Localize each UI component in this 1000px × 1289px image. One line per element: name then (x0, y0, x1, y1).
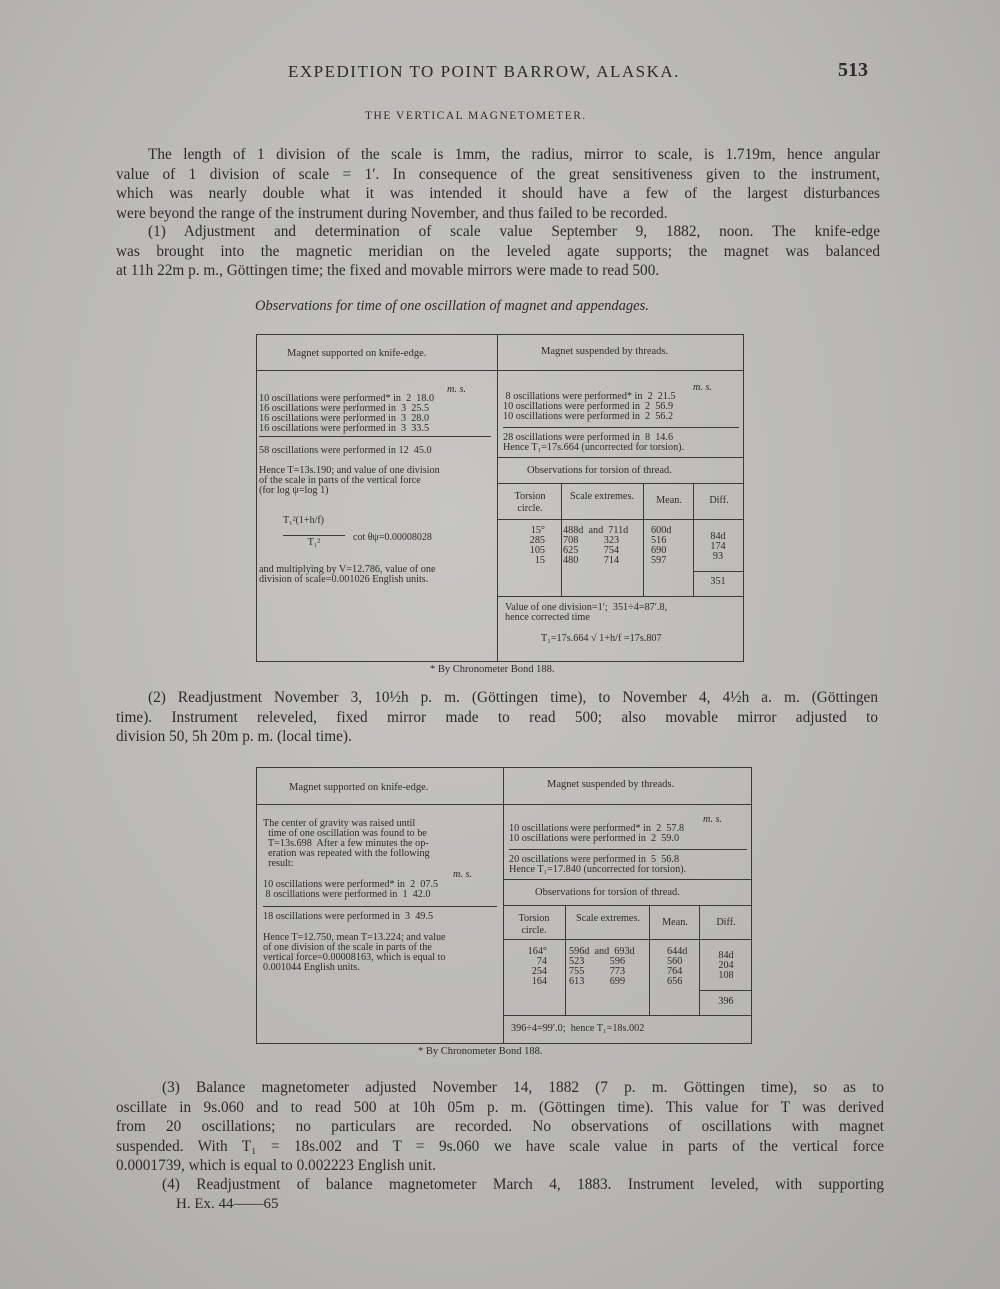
torsion-circle-value: 105 (529, 545, 545, 556)
diff-value: 204 (718, 960, 734, 971)
torsion-header-mean: Mean. (656, 495, 682, 506)
note-line: Hence T=13s.190; and value of one division (259, 465, 440, 476)
corrected-formula: T₁=17s.664 √ 1+h/f =17s.807 (541, 633, 662, 644)
table-rule (497, 596, 743, 597)
observation-row: 10 oscillations were performed* in 2 18.0 (259, 393, 435, 404)
diff-total: 351 (710, 576, 726, 587)
observation-row: 10 oscillations were performed* in 2 07.5 (263, 879, 439, 890)
torsion-title: Observations for torsion of thread. (527, 465, 672, 476)
scale-extremes-value: 755 773 (569, 966, 626, 977)
mean-value: 516 (651, 535, 667, 546)
note-line: vertical force=0.00008163, which is equal to (263, 952, 446, 963)
table-divider (497, 335, 498, 661)
observation-row: 8 oscillations were performed in 1 42.0 (263, 889, 431, 900)
units-label: m. s. (453, 869, 472, 880)
observation-total: 28 oscillations were performed in 8 14.6 (503, 432, 674, 443)
table-rule (503, 1015, 751, 1016)
text-line: time). Instrument releveled, fixed mirror made to read 500; also movable mirror adjusted to (116, 708, 878, 726)
text-line: The length of 1 division of the scale is 1mm, the radius, mirror to scale, is 1.719m, hence angular (148, 146, 880, 163)
table-rule (503, 905, 751, 906)
note-line: of the scale in parts of the vertical force (259, 475, 421, 486)
torsion-header-extremes: Scale extremes. (576, 913, 640, 924)
torsion-circle-value: 74 (536, 956, 547, 967)
diff-total: 396 (718, 996, 734, 1007)
torsion-header-diff: Diff. (709, 495, 729, 506)
text-line: was brought into the magnetic meridian on the leveled agate supports; the magnet was balanced (116, 242, 880, 260)
diff-value: 84d (710, 531, 726, 542)
torsion-title: Observations for torsion of thread. (535, 887, 680, 898)
observation-row: 10 oscillations were performed in 2 56.9 (503, 401, 674, 412)
text-line: which was nearly double what it was intended it should have a few of the largest disturbances (116, 185, 880, 202)
note-line: of one division of the scale in parts of the (263, 942, 432, 953)
column-rule (561, 483, 562, 596)
formula-result: cot θψ=0.00008028 (353, 532, 432, 543)
text-line: suspended. With T₁ = 18s.002 and T = 9s.060 we have scale value in parts of the vertical force (116, 1137, 884, 1155)
torsion-circle-value: 164 (531, 976, 547, 987)
corrected-time-line: 396÷4=99′.0; hence T₁=18s.002 (511, 1023, 645, 1034)
observation-row: 10 oscillations were performed in 2 59.0 (509, 833, 680, 844)
torsion-circle-value: 15° (530, 525, 545, 536)
sum-rule (699, 990, 751, 991)
column-rule (649, 905, 650, 1015)
intro-paragraph (116, 145, 880, 223)
signature-mark: H. Ex. 44——65 (176, 1196, 279, 1212)
sum-rule (693, 571, 743, 572)
torsion-circle-value: 15 (534, 555, 545, 566)
mean-value: 764 (667, 966, 683, 977)
text-line: at 11h 22m p. m., Göttingen time; the fixed and movable mirrors were made to read 500. (116, 262, 660, 279)
scale-extremes-value: 488d and 711d (563, 525, 629, 536)
paragraph-1 (116, 222, 880, 281)
page-number: 513 (838, 59, 868, 81)
left-column-header: Magnet supported on knife-edge. (289, 782, 429, 793)
table-rule (497, 457, 743, 458)
table-1-footnote: * By Chronometer Bond 188. (430, 664, 555, 675)
table-rule (503, 939, 751, 940)
note-line: time of one oscillation was found to be (263, 828, 427, 839)
mean-value: 644d (667, 946, 688, 957)
observation-total: 58 oscillations were performed in 12 45.0 (259, 445, 432, 456)
mean-value: 597 (651, 555, 667, 566)
observation-total: 20 oscillations were performed in 5 56.8 (509, 854, 680, 865)
table-2-footnote: * By Chronometer Bond 188. (418, 1046, 543, 1057)
scale-extremes-value: 480 714 (563, 555, 620, 566)
note-line: 0.001044 English units. (263, 962, 360, 973)
note-line: result: (263, 858, 294, 869)
torsion-header-circle: Torsion circle. (514, 491, 546, 514)
text-line: (4) Readjustment of balance magnetometer March 4, 1883. Instrument leveled, with supporting (162, 1176, 884, 1193)
note-line: and multiplying by V=12.786, value of one (259, 564, 436, 575)
paragraph-4 (116, 1175, 884, 1195)
left-column-header: Magnet supported on knife-edge. (287, 348, 427, 359)
diff-value: 174 (710, 541, 726, 552)
sum-rule (259, 436, 491, 437)
diff-value: 93 (712, 551, 724, 562)
note-line: eration was repeated with the following (263, 848, 430, 859)
units-label: m. s. (693, 382, 712, 393)
mean-value: 656 (667, 976, 683, 987)
corrected-label: hence corrected time (505, 612, 590, 623)
table-rule (497, 483, 743, 484)
units-label: m. s. (447, 384, 466, 395)
torsion-circle-value: 164° (527, 946, 547, 957)
column-rule (699, 905, 700, 1015)
mean-value: 690 (651, 545, 667, 556)
torsion-header-circle: Torsion circle. (518, 913, 550, 936)
text-line: (3) Balance magnetometer adjusted November 14, 1882 (7 p. m. Göttingen time), so as to (162, 1079, 884, 1096)
uncorrected-time: Hence T₁=17s.664 (uncorrected for torsion). (503, 442, 685, 453)
observation-row: 16 oscillations were performed in 3 33.5 (259, 423, 430, 434)
sum-rule (503, 427, 739, 428)
observation-total: 18 oscillations were performed in 3 49.5 (263, 911, 434, 922)
text-line: oscillate in 9s.060 and to read 500 at 10h 05m p. m. (Göttingen time). This value for T was derived (116, 1098, 884, 1116)
mean-value: 560 (667, 956, 683, 967)
note-line: Hence T=12.750, mean T=13.224; and value (263, 932, 446, 943)
torsion-circle-value: 285 (529, 535, 545, 546)
note-line: division of scale=0.001026 English units. (259, 574, 429, 585)
column-rule (693, 483, 694, 596)
table-1-caption: Observations for time of one oscillation of magnet and appendages. (255, 298, 649, 314)
diff-value: 84d (718, 950, 734, 961)
scale-extremes-value: 625 754 (563, 545, 620, 556)
text-line: (2) Readjustment November 3, 10½h p. m. (Göttingen time), to November 4, 4½h a. m. (Göttingen (148, 689, 878, 706)
torsion-header-diff: Diff. (716, 917, 736, 928)
note-line: (for log ψ=log 1) (259, 485, 329, 496)
table-header-rule (257, 804, 751, 805)
sum-rule (509, 849, 747, 850)
formula-denominator: T₁² (283, 535, 345, 549)
observation-row: 16 oscillations were performed in 3 28.0 (259, 413, 430, 424)
text-line: from 20 oscillations; no particulars are recorded. No observations of oscillations with magnet (116, 1118, 884, 1135)
scale-extremes-value: 708 323 (563, 535, 620, 546)
scale-extremes-value: 523 596 (569, 956, 626, 967)
text-line: 0.0001739, which is equal to 0.002223 English unit. (116, 1157, 436, 1174)
scale-extremes-value: 613 699 (569, 976, 626, 987)
formula-numerator: T₁²(1+h/f) (283, 515, 325, 526)
diff-value: 108 (718, 970, 734, 981)
torsion-header-extremes: Scale extremes. (570, 491, 634, 502)
note-line: The center of gravity was raised until (263, 818, 416, 829)
column-rule (565, 905, 566, 1015)
torsion-circle-value: 254 (531, 966, 547, 977)
table-header-rule (257, 370, 743, 371)
table-2 (256, 767, 752, 1044)
mean-value: 600d (651, 525, 672, 536)
paragraph-3 (116, 1078, 884, 1176)
table-rule (503, 879, 751, 880)
text-line: value of 1 division of scale = 1′. In consequence of the great sensitiveness given to the instrument, (116, 165, 880, 183)
right-column-header: Magnet suspended by threads. (541, 346, 669, 357)
scale-value-line: Value of one division=1′; 351÷4=87′.8, (505, 602, 668, 613)
text-line: were beyond the range of the instrument during November, and thus failed to be recorded. (116, 204, 668, 222)
observation-row: 16 oscillations were performed in 3 25.5 (259, 403, 430, 414)
observation-row: 8 oscillations were performed* in 2 21.5 (503, 391, 676, 402)
observation-row: 10 oscillations were performed in 2 56.2 (503, 411, 674, 422)
scale-extremes-value: 596d and 693d (569, 946, 635, 957)
observation-row: 10 oscillations were performed* in 2 57.8 (509, 823, 685, 834)
table-rule (497, 519, 743, 520)
units-label: m. s. (703, 814, 722, 825)
text-line: division 50, 5h 20m p. m. (local time). (116, 728, 352, 745)
sum-rule (263, 906, 497, 907)
paragraph-2 (116, 688, 878, 747)
note-line: T=13s.698 After a few minutes the op- (263, 838, 429, 849)
column-rule (643, 483, 644, 596)
torsion-header-mean: Mean. (662, 917, 688, 928)
running-header: EXPEDITION TO POINT BARROW, ALASKA. (288, 62, 680, 81)
uncorrected-time: Hence T₁=17.840 (uncorrected for torsion). (509, 864, 687, 875)
right-column-header: Magnet suspended by threads. (547, 779, 675, 790)
text-line: (1) Adjustment and determination of scale value September 9, 1882, noon. The knife-edge (148, 223, 880, 240)
table-1 (256, 334, 744, 662)
section-title: THE VERTICAL MAGNETOMETER. (365, 110, 587, 122)
